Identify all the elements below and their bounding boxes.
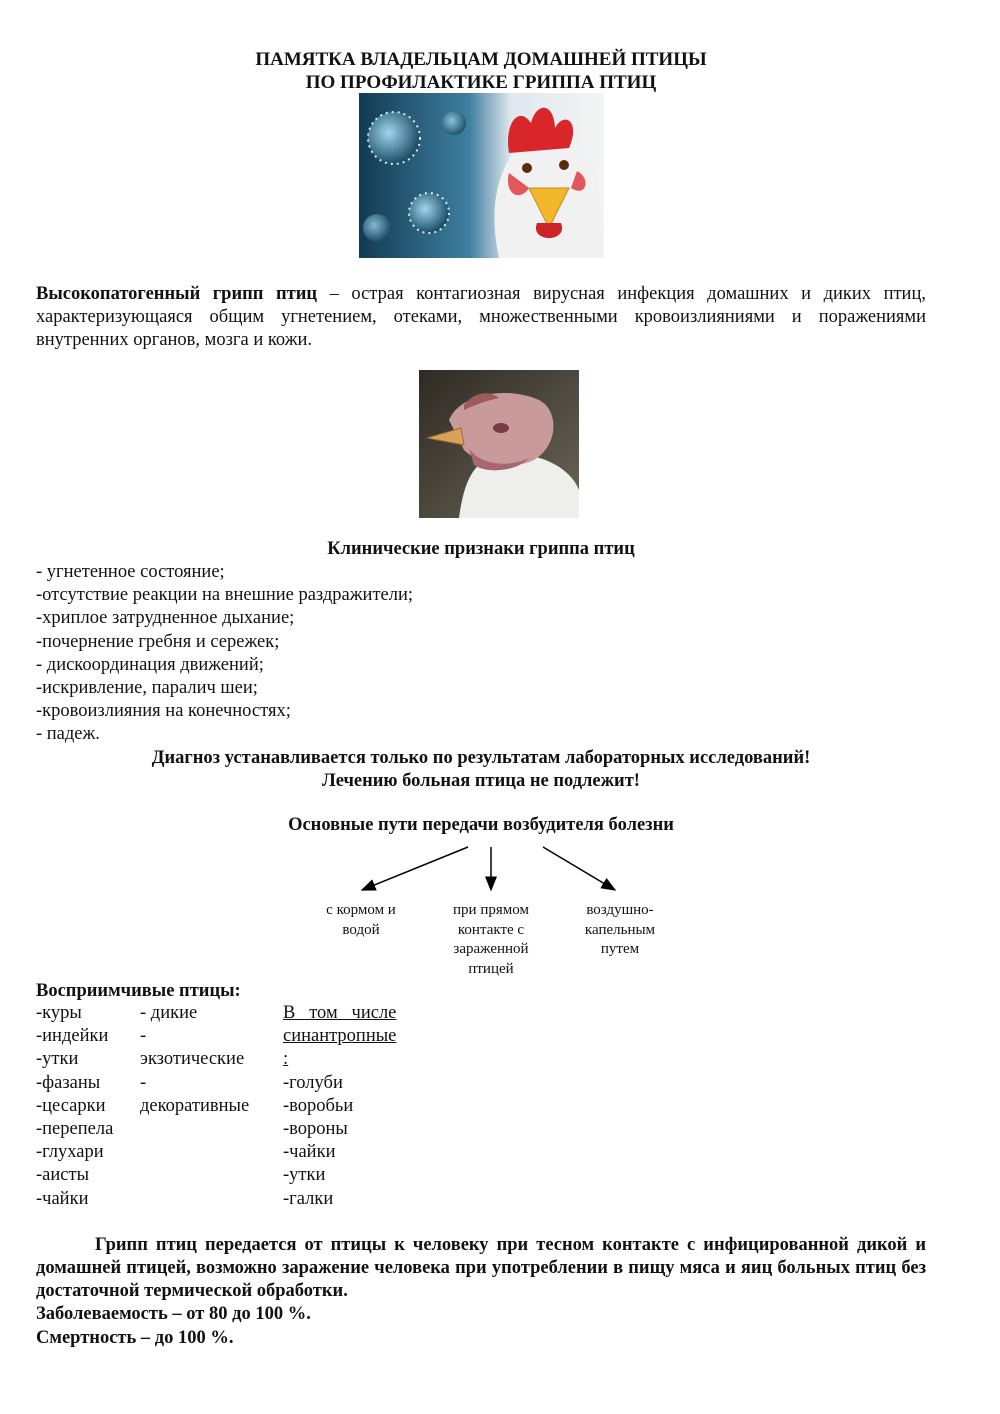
transmission-heading: Основные пути передачи возбудителя болезни xyxy=(288,815,674,835)
list-item: - дискоординация движений; xyxy=(36,654,264,675)
list-item: экзотические xyxy=(140,1049,245,1070)
list-item: -чайки xyxy=(283,1142,336,1163)
list-item: -отсутствие реакции на внешние раздражители; xyxy=(36,585,414,606)
list-item: -аисты xyxy=(36,1165,89,1186)
list-item: -индейки xyxy=(36,1026,109,1047)
synanthropic-birds-list xyxy=(283,1002,396,1211)
morbidity-stat: Заболеваемость – от 80 до 100 %. xyxy=(36,1304,311,1324)
list-item: -воробьи xyxy=(283,1095,354,1116)
domestic-birds-list xyxy=(36,1002,113,1211)
mortality-stat: Смертность – до 100 %. xyxy=(36,1328,234,1348)
list-item: -кровоизлияния на конечностях; xyxy=(36,701,291,722)
arrow-right-icon xyxy=(543,847,615,890)
list-item: -голуби xyxy=(283,1072,343,1093)
list-item: -цесарки xyxy=(36,1095,106,1116)
synanthropic-header: В том числе xyxy=(283,1003,397,1023)
list-item: -фазаны xyxy=(36,1072,101,1093)
signs-list xyxy=(36,561,413,747)
route-airborne: воздушно- капельным путем xyxy=(584,902,656,957)
list-item: - падеж. xyxy=(36,724,100,745)
list-item: -перепела xyxy=(36,1119,114,1140)
sick-chicken-image xyxy=(419,370,579,518)
synanthropic-header: синантропные xyxy=(283,1026,397,1047)
susceptible-heading: Восприимчивые птицы: xyxy=(36,981,241,1001)
diagnosis-note: Диагноз устанавливается только по результатам лабораторных исследований! xyxy=(151,748,811,768)
list-item: -почернение гребня и сережек; xyxy=(36,631,280,652)
intro-paragraph xyxy=(36,283,926,352)
transmission-arrows xyxy=(340,842,640,902)
list-item: - угнетенное состояние; xyxy=(36,562,225,582)
intro-definition: – острая контагиозная вирусная инфекция домашних и диких птиц, характеризующаяся общим угнетением, отеками, множественными кровоизлияниями и поражениями внутренних органов, мозга и кожи. xyxy=(36,284,926,350)
warning-paragraph: Грипп птиц передается от птицы к человеку при тесном контакте с инфицированной дикой и домашней птицей, возможно заражение человека при употреблении в пищу мяса и яиц больных птиц без достаточной термической обработки. xyxy=(36,1235,926,1301)
virus-chicken-image xyxy=(359,93,604,258)
list-item: - xyxy=(140,1026,147,1047)
list-item: - дикие xyxy=(140,1003,198,1023)
list-item: -утки xyxy=(36,1049,79,1070)
list-item: - xyxy=(140,1072,147,1093)
list-item: -глухари xyxy=(36,1142,104,1163)
list-item: -хриплое затрудненное дыхание; xyxy=(36,608,295,629)
list-item: -утки xyxy=(283,1165,326,1186)
synanthropic-header: : xyxy=(283,1049,289,1070)
signs-heading: Клинические признаки гриппа птиц xyxy=(327,539,635,559)
route-direct-contact: при прямом контакте с зараженной птицей xyxy=(453,902,529,977)
title-line-1: ПАМЯТКА ВЛАДЕЛЬЦАМ ДОМАШНЕЙ ПТИЦЫ xyxy=(255,49,707,70)
title-line-2: ПО ПРОФИЛАКТИКЕ ГРИППА ПТИЦ xyxy=(305,72,657,93)
arrow-left-icon xyxy=(362,847,468,890)
list-item: декоративные xyxy=(140,1095,250,1116)
treatment-note: Лечению больная птица не подлежит! xyxy=(322,771,640,791)
wild-birds-list xyxy=(140,1002,249,1118)
list-item: -вороны xyxy=(283,1119,348,1140)
intro-term: Высокопатогенный грипп птиц xyxy=(36,284,318,304)
list-item: -чайки xyxy=(36,1188,89,1209)
list-item: -куры xyxy=(36,1003,82,1023)
route-feed-water: с кормом и водой xyxy=(326,902,396,938)
list-item: -галки xyxy=(283,1188,334,1209)
list-item: -искривление, паралич шеи; xyxy=(36,678,258,699)
